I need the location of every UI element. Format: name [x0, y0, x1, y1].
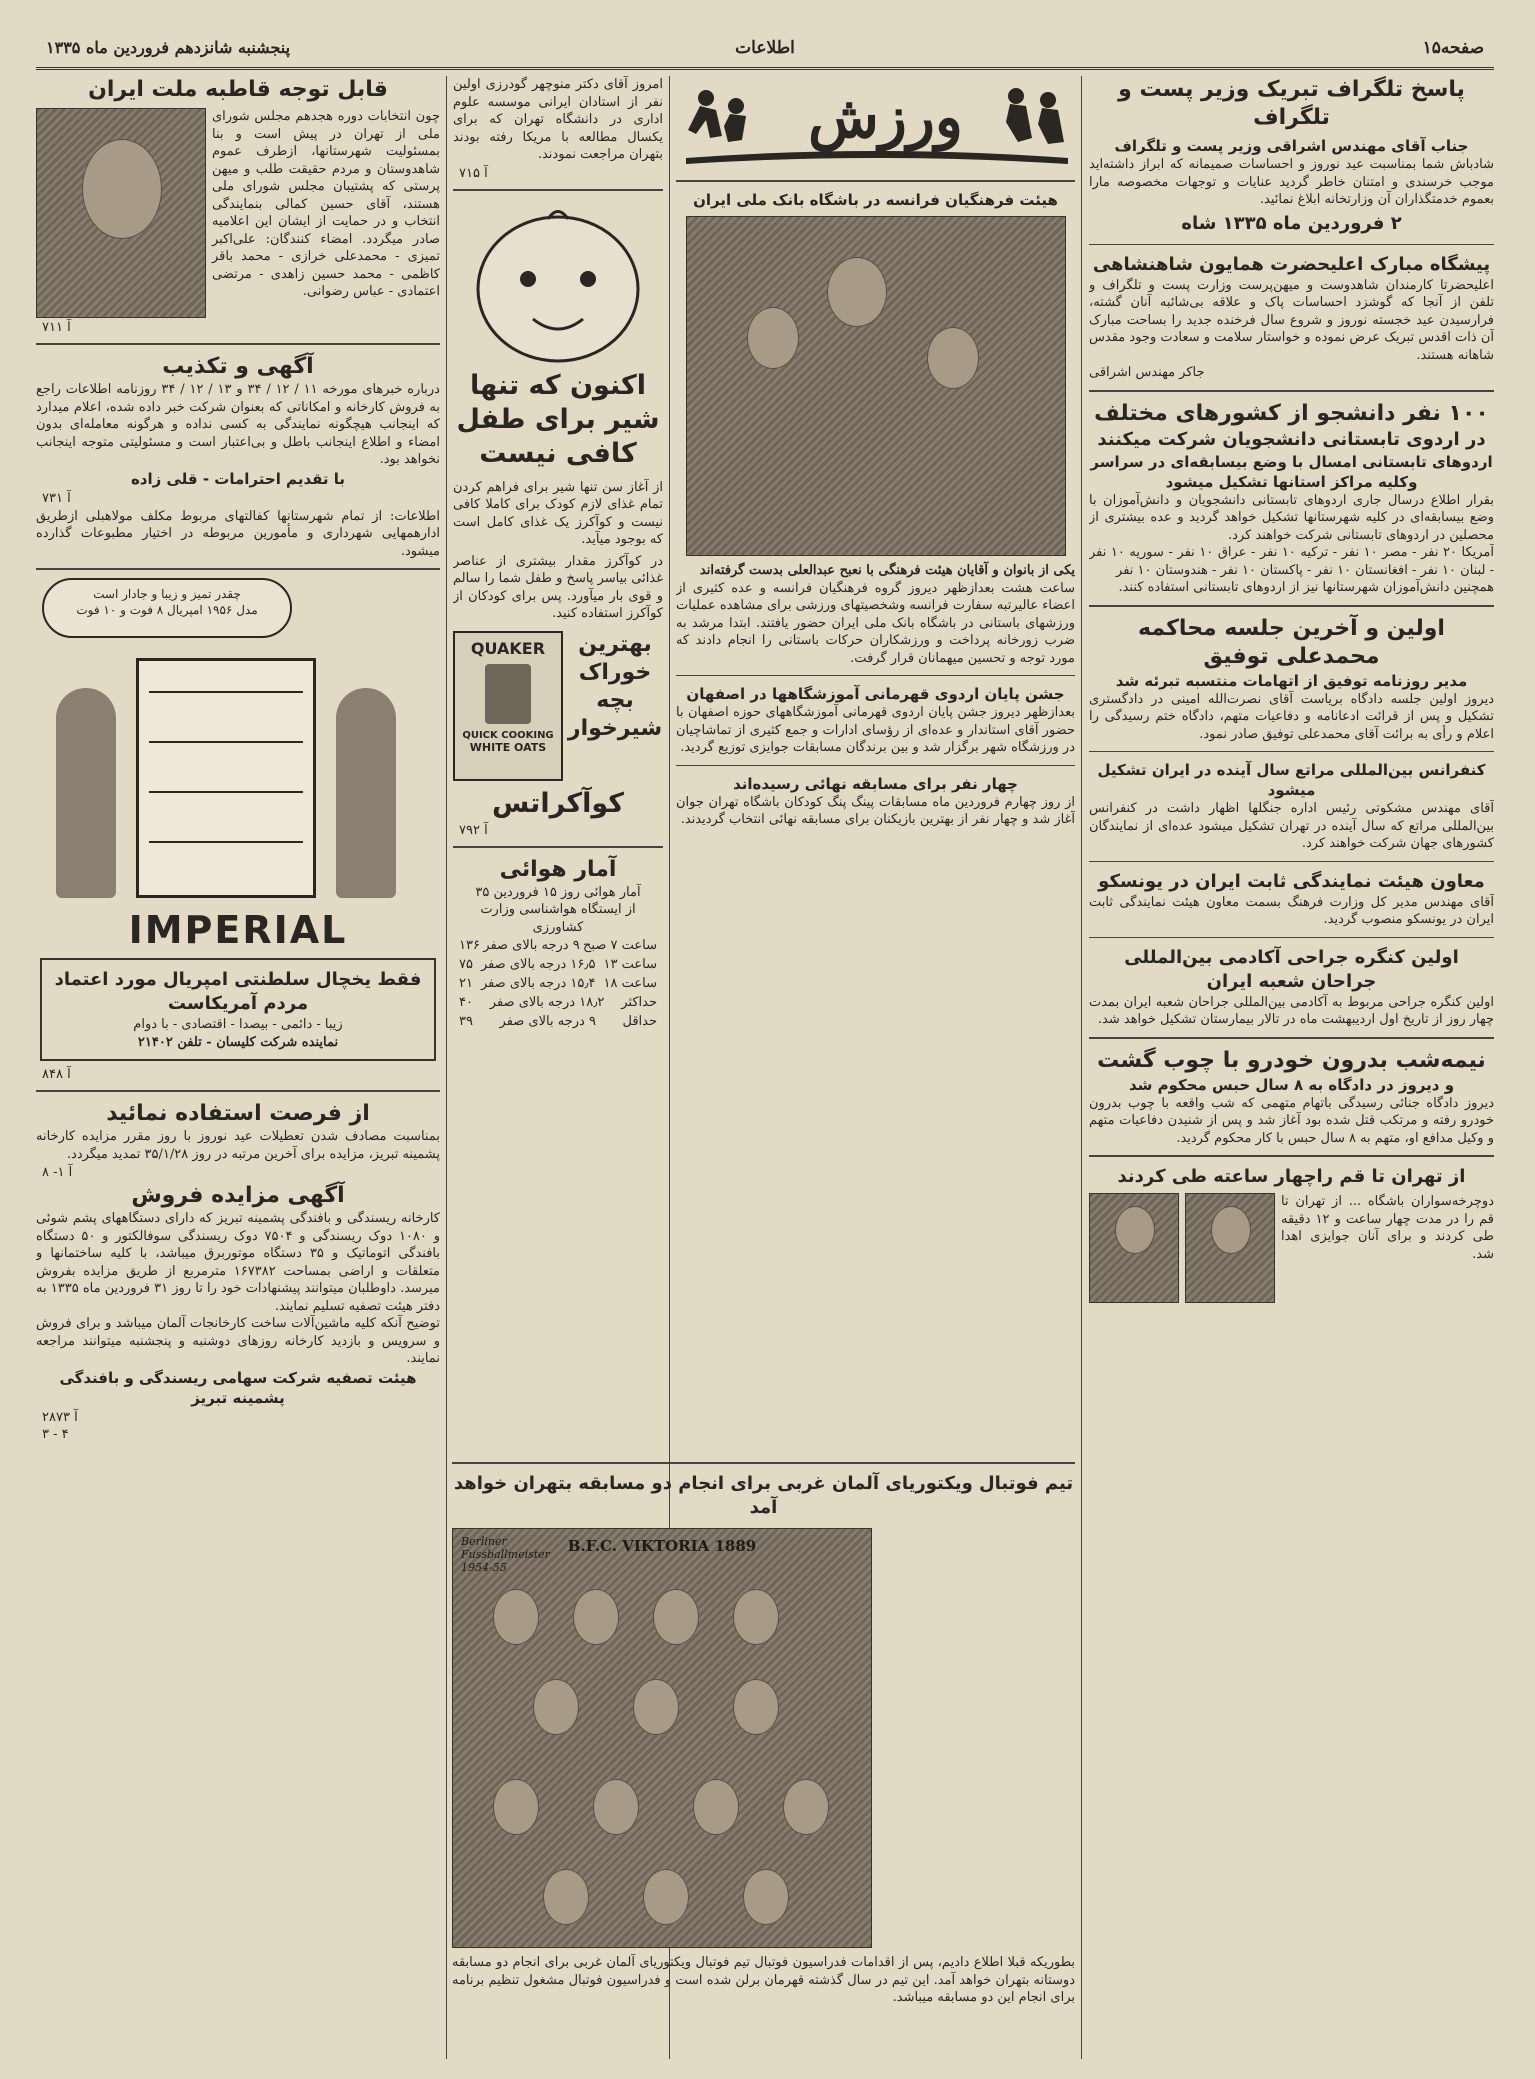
page-number: صفحه۱۵: [1422, 38, 1484, 58]
weather-cell: ساعت ۷ صبح: [583, 938, 657, 953]
cyclists-headline: از تهران تا قم راچهار ساعته طی کردند: [1117, 1166, 1466, 1187]
weather-subtitle: آمار هوائی روز ۱۵ فروردین ۳۵: [475, 884, 641, 900]
boxer-head-icon: [1040, 92, 1056, 108]
player-face: [743, 1869, 789, 1925]
player-face: [543, 1869, 589, 1925]
divider: [453, 846, 663, 848]
quaker-ad: [453, 631, 663, 781]
boxer-head-icon: [1008, 88, 1024, 104]
footballer-figure-icon: [688, 106, 722, 138]
player-face: [633, 1679, 679, 1735]
fridge-brand: IMPERIAL: [128, 908, 348, 952]
player-face: [733, 1589, 779, 1645]
unesco-headline: معاون هیئت نمایندگی ثابت ایران در یونسکو: [1098, 870, 1485, 892]
ad-code: آ ۷۱۱: [42, 320, 71, 335]
weather-cell: ۹ درجه بالای صفر: [499, 1014, 596, 1029]
sports-header: [676, 76, 1075, 172]
telegraph-headline: پاسخ تلگراف تبریک وزیر پست و تلگراف: [1118, 77, 1465, 130]
portrait-face: [1211, 1206, 1251, 1254]
conference-body: آقای مهندس مشکوتی رئیس اداره جنگلها اظهار داشت در کنفرانس بین‌المللی مراتع که سال آینده در تهران تشکیل میشود عده‌ای از نمایندگان کشورهای جهان شرکت خواهند کرد.: [1089, 801, 1494, 851]
denial-notice: اطلاعات: از تمام شهرستانها كفالتهاى مربوط مكلف مولاهبلى ازطريق ادارهمهايی شهرداری و مأمورين مربوطه در اختيار مطبوعات گذارده ميشود.: [36, 508, 440, 559]
footballer-head-icon: [698, 90, 714, 106]
ad-code: ۳ - ۴: [42, 1426, 69, 1442]
telegraph-date: ۲ فروردین ماه ۱۳۳۵ شاه: [1181, 212, 1402, 234]
divider: [676, 675, 1075, 676]
team-label: B.F.C. VIKTORIA 1889: [567, 1537, 757, 1555]
fridge-headline: فقط یخچال سلطنتی امپریال مورد اعتماد مردم آمریکاست: [54, 969, 422, 1014]
divider: [676, 180, 1075, 182]
woman-figure: [56, 688, 116, 898]
player-face: [493, 1589, 539, 1645]
divider: [1089, 244, 1494, 245]
midnight-subheadline: و دیروز در دادگاه به ۸ سال حبس محکوم شد: [1128, 1075, 1455, 1094]
ad-code: آ ۷۱۵: [459, 165, 488, 181]
can-label-2: WHITE OATS: [469, 740, 547, 754]
tagline-3: بچه: [596, 687, 634, 713]
weather-row: [453, 1012, 663, 1031]
cyclists-body: دوچرخه‌سواران باشگاه ... از تهران تا قم را در مدت چهار ساعت و ۱۲ دقیقه طی کردند و برای آنان جوایزی اهدا شد.: [1281, 1194, 1494, 1262]
cyclist-photo: [1185, 1193, 1275, 1303]
ad-code: آ ۷۹۲: [459, 822, 488, 838]
conference-headline: کنفرانس بین‌المللی مراتع سال آینده در ایران تشکیل میشود: [1097, 761, 1486, 799]
students-headline: ۱۰۰ نفر دانشجو از کشورهای مختلف: [1094, 400, 1489, 426]
denial-signoff: با تقدیم احترامات - قلی زاده: [130, 469, 346, 488]
player-face: [493, 1779, 539, 1835]
weather-cell: ۱۶٫۵ درجه بالای صفر: [480, 957, 596, 972]
divider: [676, 765, 1075, 766]
column-divider: [1081, 76, 1082, 2059]
auction-note: توضیح آنکه کلیه ماشین‌آلات ساخت کارخانجات آلمان میباشد و برای فروش و سرویس و بازدید کارخانه روزهای دوشنبه و پنجشنبه میتوانند مراجعه نمایند.: [36, 1316, 440, 1366]
midnight-body: دیروز دادگاه جنائی رسیدگی باتهام متهمی که شب واقعه با چوب بدرون خودرو رفته و مرتکب قتل شده بود آغاز شد و پس از شنیدن دفاعیات متهم و وکیل مدافع او، متهم به ۸ سال حبس با کار محکوم گردید.: [1089, 1095, 1494, 1146]
appeal-body: چون انتخابات دوره هجدهم مجلس شورای ملی از تهران در پیش است و بنا بمسئولیت شهرستانها، ازطرف عموم شاهدوستان و مردم حقیقت طلب و میهن پرستی که پشتیبان مجلس شورای ملی هستند، آقای حسین کمالی بنمایندگی انتخاب و در حمایت از ایشان این اعلامیه صادر میگردد. امضاء کنندگان: علی‌اکبر تمیزی - محمدعلی خرازی - محمد باقر کاظمی - محمد حسین زاهدی - مرتضی اعتمادی - عباس رضوانی.: [212, 109, 440, 299]
ad-code: آ ۷۳۱: [42, 490, 71, 506]
quaker-can: [453, 631, 563, 781]
telegraph-body: شادباش شما بمناسبت عید نوروز و احساسات صمیمانه که ابراز داشته‌اید موجب خرسندی و امتنان خاطر گردید عنایات و توجهات مخصوصه مارا بعموم خدمتگذاران آن وزارتخانه ابلاغ نمائید.: [1089, 157, 1494, 207]
divider: [1089, 390, 1494, 392]
tagline-2: خوراک: [578, 659, 652, 685]
boxer-figure-icon: [1006, 104, 1032, 142]
woman-figure: [336, 688, 396, 898]
teachers-caption: یکی از بانوان و آقایان هیئت فرهنگی با نعبح عبدالعلی بدست گرفته‌اند: [699, 563, 1075, 578]
fridge-ad-box: [40, 958, 436, 1061]
portrait-face: [82, 139, 162, 239]
surgery-body: اولین کنگره جراحی مربوط به آکادمی بین‌المللی جراحان شعبه ایران بمدت چهار روز از تاریخ اول اردیبهشت ماه در تالار بیمارستان تشکیل خواهد شد.: [1089, 994, 1494, 1027]
fridge-tagline: زیبا - دائمی - بیصدا - اقتصادی - با دوام: [133, 1017, 343, 1032]
footballer-figure-icon: [724, 114, 746, 142]
weather-cell: ۱۸٫۲ درجه بالای صفر: [489, 995, 605, 1010]
divider: [1089, 751, 1494, 752]
students-deck: اردوهای تابستانی امسال با وضع بیسابقه‌ای در سراسر وکلیه مراکز استانها تشکیل میشود: [1090, 452, 1493, 491]
speech-line-2: مدل ۱۹۵۶ امپریال ۸ فوت و ۱۰ فوت: [76, 603, 258, 617]
fridge-illustration: [36, 578, 440, 908]
weather-row: [453, 993, 663, 1012]
baby-headline-2: شیر برای طفل: [456, 403, 660, 435]
can-label-1: QUICK COOKING: [462, 729, 554, 741]
baby-body-1: از آغاز سن تنها شیر برای فراهم کردن تمام غذای لازم کودک برای کاملا کافی نیست و کوآکرز یک غذای کامل است که بوجود میآید.: [453, 479, 663, 547]
header-swoosh: [686, 151, 1068, 164]
weather-cell: ۱۵٫۴ درجه بالای صفر: [480, 976, 596, 991]
isfahan-headline: جشن پایان اردوی قهرمانی آموزشگاهها در اصفهان: [686, 685, 1065, 703]
candidate-portrait: [36, 108, 206, 318]
weather-cell: حداقل: [622, 1014, 657, 1029]
footballer-head-icon: [728, 98, 744, 114]
player-face: [693, 1779, 739, 1835]
boxer-figure-icon: [1038, 108, 1064, 144]
tagline-4: شیرخوار: [567, 715, 663, 741]
fridge-body: [136, 658, 316, 898]
player-face: [653, 1589, 699, 1645]
football-headline: تیم فوتبال ویکتوریای آلمان غربی برای انجام دو مسابقه بتهران خواهد آمد: [453, 1473, 1074, 1518]
weather-cell: ساعت ۱۳: [603, 957, 657, 972]
right-column: [1089, 76, 1494, 2059]
final-body: از روز چهارم فروردین ماه مسابقات پینگ پنگ کودکان باشگاه تهران جوان آغاز شد و چهار نفر از بهترین بازیکنان برای مسابقه نهائی انتخاب گردیدند.: [676, 794, 1075, 827]
trial-body: دیروز اولین جلسه دادگاه بریاست آقای نصرت‌الله امینی در دادگستری تشکیل و پس از قرائت ادعانامه و دفاعیات متهم، دادگاه ختم رسیدگی را اعلام و رأی به برائت آقای محمدعلی توفیق صادر نمود.: [1089, 691, 1494, 742]
quaker-brand-persian: کوآکراتس: [492, 787, 624, 819]
auction-headline: آگهی مزایده فروش: [131, 1183, 345, 1208]
notice-top-body: امروز آقای دکتر منوچهر گودرزی اولین نفر از استادان ایرانی موسسه علوم اداری در دانشگاه تهران که برای یکسال مطالعه با مریکا رفته بودند بتهران مراجعت نمودند.: [453, 77, 663, 162]
divider: [1089, 861, 1494, 862]
telegraph-subheadline: جناب آقای مهندس اشراقی وزیر پست و تلگراف: [1114, 137, 1469, 155]
weather-cell: حداکثر: [621, 995, 657, 1010]
divider: [1089, 937, 1494, 938]
opportunity-body: بمناسبت مصادف شدن تعطیلات عید نوروز با روز مقرر مزایده کارخانه پشمینه تبریز، مزایده برای آخرین مرتبه در روز ۳۵/۱/۲۸ تمدید میگردد.: [36, 1129, 440, 1162]
teachers-headline: هیئت فرهنگیان فرانسه در باشگاه بانک ملی ایران: [693, 191, 1058, 209]
auction-body: کارخانه ریسندگی و بافندگی پشمینه تبریز که دارای دستگاههای پشم شوئی و ۱۰۸۰ دوک ریسندگی و ۷۵۰۴ دوک ریسندگی سوفالکتور و ۵۰ دستگاه بافندگی اتوماتیک و ۳۵ دستگاه موتوربرق میباشد، با کلیه ساختمانها و متعلقات و اراضی بمساحت ۱۶۷۳۸۲ مترمربع از طریق مزایده بفروش میرسد. داوطلبان میتوانند پیشنهادات خود را تا روز ۳۱ فروردین ماه ۱۳۳۵ به دفتر هیئت تصفیه تسلیم نمایند.: [36, 1211, 440, 1314]
opportunity-headline: از فرصت استفاده نمائید: [106, 1101, 370, 1126]
baby-headline-1: اکنون که تنها: [470, 369, 646, 401]
player-face: [643, 1869, 689, 1925]
photo-corner-text: Berliner Fussballmeister 1954-55: [461, 1535, 550, 1574]
left-column: [36, 76, 440, 2059]
weather-row: [453, 955, 663, 974]
player-face: [573, 1589, 619, 1645]
pishgah-body: اعلیحضرتا کارمندان شاهدوست و میهن‌پرست وزارت پست و تلگراف و تلفن از آنجا که گوشزد احساسات پاک و علاقه بی‌شائبه آنان گشته، فرارسیدن عید خجسته نوروز و شروع سال فرخنده جدید را بساحت مبارک آن ذات اقدس تبریک عرض نموده و خواستار سلامت و سعادت وجود مقدس شاهانه هستند.: [1089, 277, 1494, 363]
baby-headline-3: کافی نیست: [479, 437, 637, 469]
unesco-body: آقای مهندس مدیر کل وزارت فرهنگ بسمت معاون هیئت نمایندگی ثابت ایران در یونسکو منصوب گردید.: [1089, 894, 1494, 927]
weather-cell: ۹ درجه بالای صفر: [483, 938, 580, 953]
sports-title: ورزش: [808, 83, 963, 151]
player-face: [733, 1679, 779, 1735]
isfahan-body: بعدازظهر دیروز جشن پایان اردوی قهرمانی آموزشگاههای حوزه اصفهان با حضور آقای استاندار و عده‌ای از رؤسای ادارات و جمع کثیری از تماشاچیان در ورزشگاه شهر برگزار شد و بین برندگان مسابقات جوایزی توزیع گردید.: [676, 705, 1075, 755]
player-face: [593, 1779, 639, 1835]
divider: [1089, 1037, 1494, 1039]
baby-illustration: [453, 199, 663, 369]
person-figure: [827, 257, 887, 327]
column-divider: [446, 76, 447, 2059]
masthead: [36, 34, 1494, 70]
pishgah-signature: جاکر مهندس اشراقی: [1089, 365, 1205, 380]
team-photo: [452, 1528, 872, 1948]
divider: [453, 189, 663, 191]
students-countries: آمریکا ۲۰ نفر - مصر ۱۰ نفر - ترکیه ۱۰ نفر - عراق ۱۰ نفر - سوریه ۱۰ نفر - لبنان ۱۰ نفر - افغانستان ۱۰ نفر - پاکستان ۱۰ نفر - هندوستان ۱۰ نفر: [1089, 545, 1494, 578]
divider: [36, 568, 440, 570]
students-body-2: همچنین دانش‌آموزان شهرستانها نیز از اردوهای تابستانی استفاده کنند.: [1118, 580, 1494, 595]
weather-cell: ۲۱: [459, 976, 473, 991]
weather-source: از ایستگاه هواشناسی وزارت کشاورزی: [480, 902, 636, 935]
ad-code: آ ۱- ۸: [42, 1165, 73, 1180]
surgery-headline: اولین کنگره جراحی آکادمی بین‌المللی جراحان شعبه ایران: [1124, 946, 1459, 992]
quaker-brand: QUAKER: [470, 638, 546, 658]
issue-date: پنجشنبه شانزدهم فروردین ماه ۱۳۳۵: [46, 38, 291, 57]
divider: [1089, 1155, 1494, 1157]
divider: [36, 1090, 440, 1092]
midnight-headline: نیمه‌شب بدرون خودرو با چوب گشت: [1097, 1047, 1486, 1073]
tagline-1: بهترین: [578, 631, 652, 657]
speech-bubble: [42, 578, 292, 638]
students-subheadline: در اردوی تابستانی دانشجویان شرکت میکنند: [1097, 428, 1486, 450]
speech-line-1: چقدر تمیز و زیبا و جادار است: [93, 587, 241, 601]
weather-row: [453, 974, 663, 993]
football-body: بطوریکه قبلا اطلاع دادیم، پس از اقدامات فدراسیون فوتبال تیم فوتبال ویکتوریای آلمان غربی برای انجام دو مسابقه دوستانه بتهران خواهد آمد. این تیم در سال گذشته قهرمان برلن شده است و فدراسیون فوتبال مشغول تنظیم برنامه برای انجام این دو مسابقه میباشد.: [452, 1955, 1075, 2005]
ad-code: آ ۸۴۸: [42, 1067, 71, 1082]
trial-headline: اولین و آخرین جلسه محاکمه محمدعلی توفیق: [1138, 615, 1445, 669]
fridge-agent: نماینده شرکت کلیسان - تلفن ۲۱۴۰۲: [137, 1034, 339, 1050]
player-face: [533, 1679, 579, 1735]
football-block: [452, 1454, 1075, 2059]
baby-body-2: در کوآکرز مقدار بیشتری از عناصر غذائی بیاسر پاسخ و طفل شما را سالم و قوی بار میآورد. پس برای کودکان از کوآکرز استفاده کنید.: [453, 553, 663, 621]
weather-cell: ۳۹: [459, 1014, 473, 1029]
teachers-body: ساعت هشت بعدازظهر دیروز گروه فرهنگیان فرانسه و عده کثیری از اعضاء عالیرتبه سفارت فرانسه وشخصیتهای ورزشی برای مشاهده عملیات ورزشهای باستانی در باشگاه بانک ملی ایران حضور یافتند. ابتدا مرشد به ضرب زورخانه پرداخت و ورزشکاران حرکات باستانی را انجام دادند که مورد توجه و تحسین میهمانان قرار گرفت.: [676, 580, 1075, 666]
students-body: بقرار اطلاع درسال جاری اردوهای تابستانی دانشجویان و دانش‌آموزان با وضع بیسابقه‌ای در کلیه شهرستانها تشکیل خواهد گردید و عده بیشتری از محصلین در اردوهای تابستانی شرکت خواهند کرد.: [1089, 492, 1494, 543]
newspaper-name: اطلاعات: [735, 38, 795, 58]
trial-subheadline: مدیر روزنامه توفیق از اتهامات منتسبه تبرئه شد: [1115, 671, 1468, 690]
denial-body: درباره خبرهای مورخه ۱۱ / ۱۲ / ۳۴ و ۱۳ / ۱۲ / ۳۴ روزنامه اطلاعات راجع به فروش کارخانه و امکاناتی که بعنوان شرکت خبر داده شده، اعلام میدارد که اینجانب هیچگونه نمایندگی به کسی نداده و هرگونه معامله‌ای بدون امضاء و اطلاع اینجانب باطل و بی‌اعتبار است و مسئولیتی متوجه اینجانب نخواهد بود.: [36, 382, 440, 467]
ad-code: آ ۲۸۷۳: [42, 1409, 78, 1425]
divider: [36, 343, 440, 345]
weather-cell: ۴۰: [459, 995, 473, 1010]
weather-cell: ۷۵: [459, 957, 473, 972]
weather-headline: آمار هوائی: [499, 856, 617, 882]
weather-row: [453, 936, 663, 955]
portrait-face: [1115, 1206, 1155, 1254]
ad-column: [453, 76, 663, 1439]
person-figure: [927, 327, 979, 389]
weather-table: [453, 936, 663, 1031]
cyclist-photo: [1089, 1193, 1179, 1303]
auction-signoff: هیئت تصفیه شرکت سهامی ریسندگی و بافندگی پشمینه تبریز: [59, 1368, 417, 1407]
teachers-photo: [686, 216, 1066, 556]
weather-cell: ۱۳۶: [459, 938, 480, 953]
denial-headline: آگهی و تکذیب: [162, 354, 314, 379]
pishgah-headline: پیشگاه مبارک اعلیحضرت همایون شاهنشاهی: [1092, 253, 1491, 275]
final-headline: چهار نفر برای مسابقه نهائی رسیده‌اند: [733, 774, 1018, 793]
person-figure: [747, 307, 799, 369]
quaker-man-icon: [485, 664, 531, 724]
baby-face-icon: [453, 199, 663, 369]
divider: [1089, 605, 1494, 607]
weather-cell: ساعت ۱۸: [603, 976, 657, 991]
divider: [452, 1462, 1075, 1464]
appeal-headline: قابل توجه قاطبه ملت ایران: [88, 77, 388, 102]
player-face: [783, 1779, 829, 1835]
